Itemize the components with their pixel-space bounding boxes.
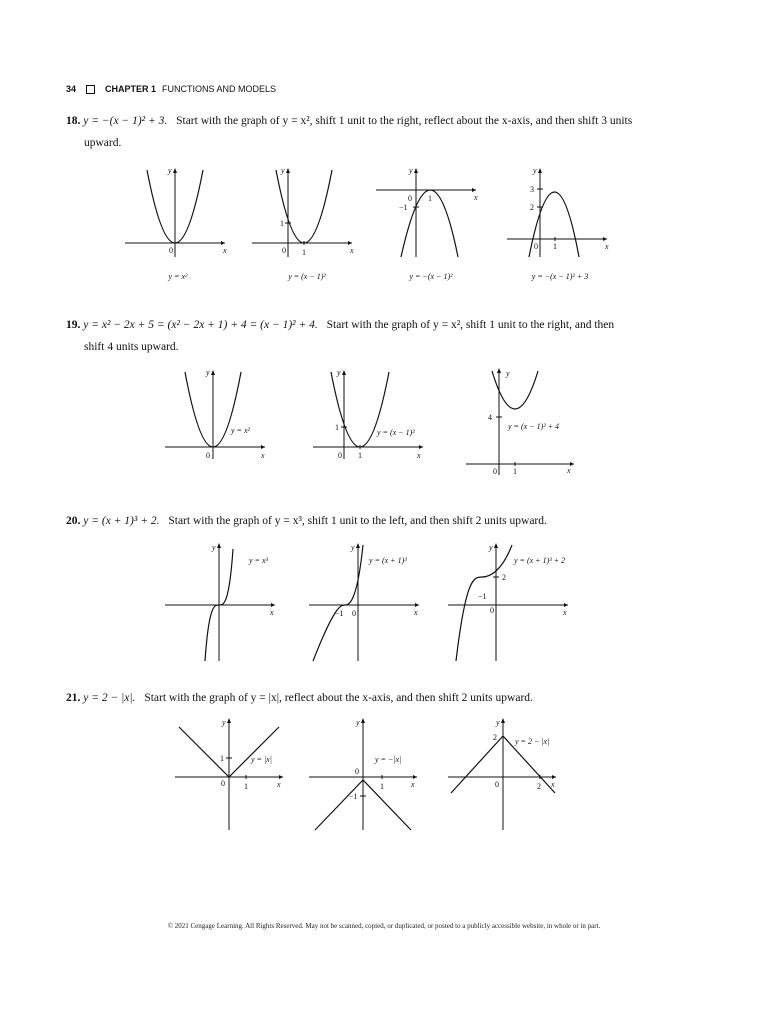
problem-text-cont: upward. bbox=[84, 137, 122, 149]
svg-text:0: 0 bbox=[338, 451, 342, 460]
svg-text:0: 0 bbox=[169, 246, 173, 255]
graph-cubic bbox=[165, 543, 285, 663]
curve-label: y = −|x| bbox=[375, 755, 402, 764]
svg-text:0: 0 bbox=[221, 779, 225, 788]
svg-text:−1: −1 bbox=[478, 592, 487, 601]
svg-text:0: 0 bbox=[534, 242, 538, 251]
svg-text:y: y bbox=[351, 543, 355, 552]
curve-label: y = (x + 1)³ + 2 bbox=[514, 556, 566, 565]
svg-text:1: 1 bbox=[280, 219, 284, 228]
svg-text:1: 1 bbox=[244, 782, 248, 791]
svg-text:−1: −1 bbox=[349, 792, 358, 801]
problem-text: Start with the graph of y = x², shift 1 unit to the right, reflect about the x-axis, and then shift 3 units bbox=[176, 115, 633, 127]
svg-text:1: 1 bbox=[380, 782, 384, 791]
svg-text:y: y bbox=[206, 368, 210, 377]
graph-parabola bbox=[125, 165, 235, 260]
svg-text:3: 3 bbox=[530, 185, 534, 194]
svg-text:x: x bbox=[277, 780, 281, 789]
problem-number: 20. bbox=[66, 515, 81, 527]
svg-text:y: y bbox=[222, 718, 226, 727]
graph-parabola bbox=[165, 367, 275, 462]
svg-text:1: 1 bbox=[220, 754, 224, 763]
problem-20 bbox=[66, 510, 666, 532]
problem-text: Start with the graph of y = x², shift 1 unit to the right, and then bbox=[326, 319, 615, 331]
svg-text:y: y bbox=[337, 368, 341, 377]
svg-text:2: 2 bbox=[537, 782, 541, 791]
problem-18 bbox=[66, 110, 666, 154]
problem-text: Start with the graph of y = x³, shift 1 unit to the left, and then shift 2 units upward. bbox=[168, 515, 547, 527]
svg-text:2: 2 bbox=[493, 733, 497, 742]
svg-text:x: x bbox=[563, 608, 567, 617]
svg-text:0: 0 bbox=[408, 194, 412, 203]
svg-text:0: 0 bbox=[352, 609, 356, 618]
svg-text:x: x bbox=[350, 246, 354, 255]
problem-equation: y = −(x − 1)² + 3. bbox=[83, 115, 168, 127]
curve-label: y = x² bbox=[231, 426, 250, 435]
problem-19 bbox=[66, 314, 666, 358]
curve-label: y = x³ bbox=[249, 556, 268, 565]
problem-equation: y = 2 − |x|. bbox=[83, 692, 136, 704]
svg-text:y: y bbox=[168, 166, 172, 175]
svg-text:x: x bbox=[417, 451, 421, 460]
graph-shifted-reflected-parabola bbox=[507, 165, 617, 260]
svg-text:x: x bbox=[414, 608, 418, 617]
curve-label: y = (x + 1)³ bbox=[369, 556, 407, 565]
svg-text:1: 1 bbox=[302, 248, 306, 257]
problem-equation: y = x² − 2x + 5 = (x² − 2x + 1) + 4 = (x − 1)² + 4. bbox=[83, 319, 318, 331]
svg-text:x: x bbox=[474, 193, 478, 202]
svg-text:1: 1 bbox=[513, 467, 517, 476]
graph-shifted-parabola bbox=[252, 165, 362, 260]
problem-21 bbox=[66, 687, 666, 709]
svg-text:x: x bbox=[261, 451, 265, 460]
graph-caption: y = −(x − 1)² + 3 bbox=[531, 272, 589, 281]
graph-shifted-cubic-up bbox=[448, 543, 578, 663]
svg-text:x: x bbox=[411, 780, 415, 789]
graph-caption: y = −(x − 1)² bbox=[409, 272, 453, 281]
svg-text:0: 0 bbox=[355, 767, 359, 776]
svg-text:x: x bbox=[567, 466, 571, 475]
square-icon bbox=[86, 85, 95, 94]
graph-reflected-absolute-value bbox=[309, 718, 424, 833]
page-number: 34 bbox=[66, 84, 77, 94]
svg-text:y: y bbox=[409, 166, 413, 175]
problem-equation: y = (x + 1)³ + 2. bbox=[83, 515, 160, 527]
svg-text:x: x bbox=[223, 246, 227, 255]
problem-number: 19. bbox=[66, 319, 81, 331]
svg-text:2: 2 bbox=[502, 573, 506, 582]
svg-text:y: y bbox=[506, 369, 510, 378]
problem-number: 18. bbox=[66, 115, 81, 127]
svg-text:1: 1 bbox=[428, 194, 432, 203]
curve-label: y = 2 − |x| bbox=[515, 737, 550, 746]
svg-text:−1: −1 bbox=[399, 203, 408, 212]
svg-text:y: y bbox=[356, 718, 360, 727]
copyright-footer: © 2021 Cengage Learning. All Rights Reserved. May not be scanned, copied, or duplicated, or posted to a publicly accessible website, in whole or in part. bbox=[167, 922, 601, 930]
svg-text:4: 4 bbox=[488, 413, 492, 422]
problem-text: Start with the graph of y = |x|, reflect about the x-axis, and then shift 2 units upward. bbox=[144, 692, 533, 704]
chapter-label: CHAPTER 1 bbox=[105, 84, 157, 94]
svg-text:y: y bbox=[281, 166, 285, 175]
svg-text:x: x bbox=[605, 242, 609, 251]
graph-caption: y = (x − 1)² bbox=[288, 272, 326, 281]
curve-label: y = |x| bbox=[251, 755, 272, 764]
curve-label: y = (x − 1)² + 4 bbox=[508, 422, 560, 431]
svg-text:y: y bbox=[533, 166, 537, 175]
page-header bbox=[66, 84, 276, 94]
graph-caption: y = x² bbox=[168, 272, 188, 281]
problem-text-cont: shift 4 units upward. bbox=[84, 341, 179, 353]
svg-text:0: 0 bbox=[495, 780, 499, 789]
svg-text:0: 0 bbox=[493, 467, 497, 476]
chapter-title: FUNCTIONS AND MODELS bbox=[162, 84, 277, 94]
svg-text:y: y bbox=[496, 718, 500, 727]
problem-number: 21. bbox=[66, 692, 81, 704]
svg-text:1: 1 bbox=[335, 423, 339, 432]
svg-text:−1: −1 bbox=[335, 609, 344, 618]
svg-text:2: 2 bbox=[530, 203, 534, 212]
curve-label: y = (x − 1)² bbox=[377, 428, 415, 437]
svg-text:0: 0 bbox=[282, 246, 286, 255]
svg-text:0: 0 bbox=[490, 606, 494, 615]
graph-parabola-shift-up bbox=[466, 367, 586, 479]
graph-absolute-value bbox=[175, 718, 290, 833]
svg-text:x: x bbox=[270, 608, 274, 617]
svg-text:1: 1 bbox=[358, 451, 362, 460]
svg-text:x: x bbox=[551, 780, 555, 789]
graph-reflected-parabola bbox=[376, 165, 486, 260]
svg-text:y: y bbox=[489, 543, 493, 552]
svg-text:y: y bbox=[212, 543, 216, 552]
graph-shifted-cubic bbox=[309, 543, 429, 663]
svg-text:0: 0 bbox=[206, 451, 210, 460]
graph-shifted-absolute-value bbox=[448, 718, 563, 833]
graph-shifted-parabola bbox=[313, 367, 433, 462]
svg-text:1: 1 bbox=[553, 242, 557, 251]
